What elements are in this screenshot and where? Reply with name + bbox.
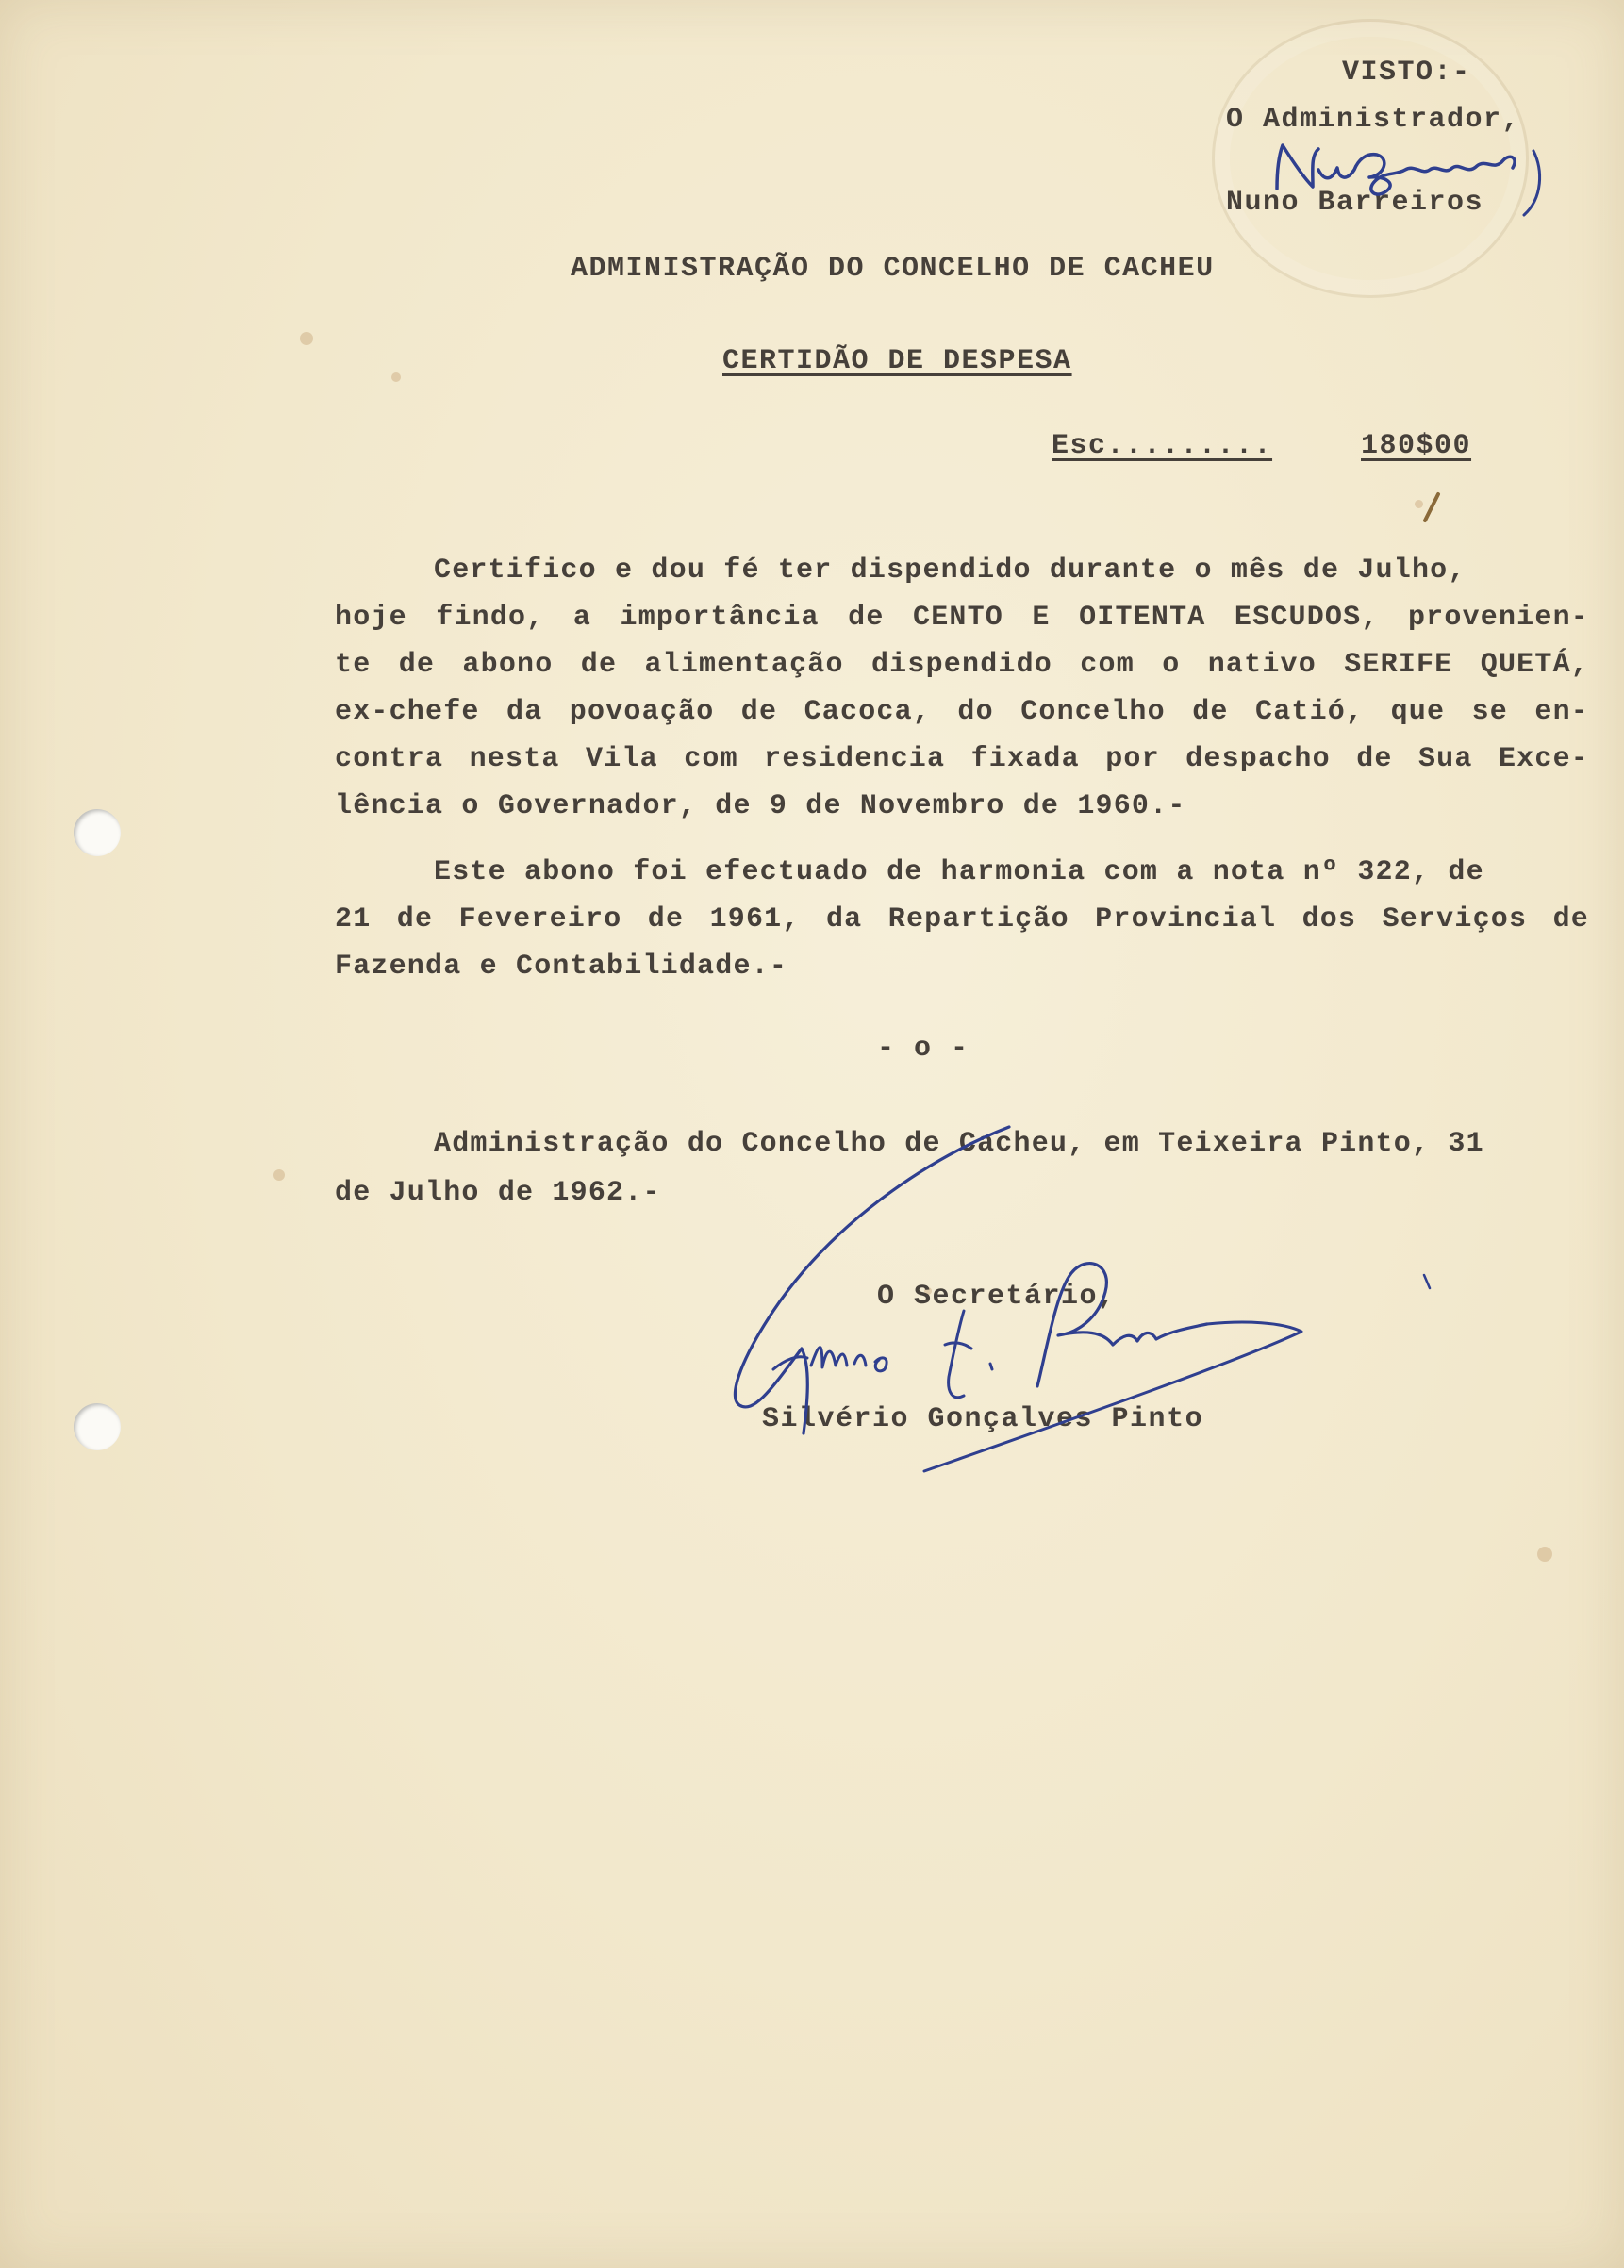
paragraph-1-line-2: hoje findo, a importância de CENTO E OITENTA ESCUDOS, provenien- [335, 602, 1589, 634]
punch-hole-top [74, 809, 121, 856]
administrator-signature [1264, 132, 1566, 217]
paragraph-1-line-5: contra nesta Vila com residencia fixada por despacho de Sua Exce- [335, 743, 1589, 775]
paragraph-2-line-1: Este abono foi efectuado de harmonia com a nota nº 322, de [434, 856, 1484, 888]
paragraph-1-line-6: lência o Governador, de 9 de Novembro de 1960.- [335, 790, 1186, 822]
secretary-role: O Secretário, [877, 1281, 1117, 1313]
place-date-line-1: Administração do Concelho de Cacheu, em Teixeira Pinto, 31 [434, 1128, 1484, 1160]
secretary-signature [717, 1122, 1471, 1490]
paragraph-1-line-4: ex-chefe da povoação de Cacoca, do Concelho de Catió, que se en- [335, 696, 1589, 728]
section-separator: - o - [877, 1033, 969, 1065]
place-date-line-2: de Julho de 1962.- [335, 1177, 661, 1209]
visto-role: O Administrador, [1226, 104, 1521, 136]
stain-spot [1537, 1547, 1552, 1562]
amount-label: Esc......... [1052, 430, 1273, 462]
paragraph-2-line-3: Fazenda e Contabilidade.- [335, 951, 788, 983]
office-heading: ADMINISTRAÇÃO DO CONCELHO DE CACHEU [571, 253, 1215, 285]
paragraph-2-line-2: 21 de Fevereiro de 1961, da Repartição Provincial dos Serviços de [335, 903, 1589, 935]
paragraph-1-line-3: te de abono de alimentação dispendido com o nativo SERIFE QUETÁ, [335, 649, 1589, 681]
check-mark [1417, 490, 1446, 528]
stain-spot [391, 372, 401, 382]
document-title: CERTIDÃO DE DESPESA [722, 345, 1072, 377]
amount-value: 180$00 [1361, 430, 1472, 462]
secretary-name: Silvério Gonçalves Pinto [762, 1403, 1204, 1435]
visto-heading: VISTO:- [1342, 57, 1471, 89]
stain-spot [300, 332, 313, 345]
stain-spot [273, 1169, 285, 1181]
punch-hole-bottom [74, 1403, 121, 1450]
paragraph-1-line-1: Certifico e dou fé ter dispendido durante o mês de Julho, [434, 555, 1467, 587]
visto-name: Nuno Barreiros [1226, 187, 1484, 219]
